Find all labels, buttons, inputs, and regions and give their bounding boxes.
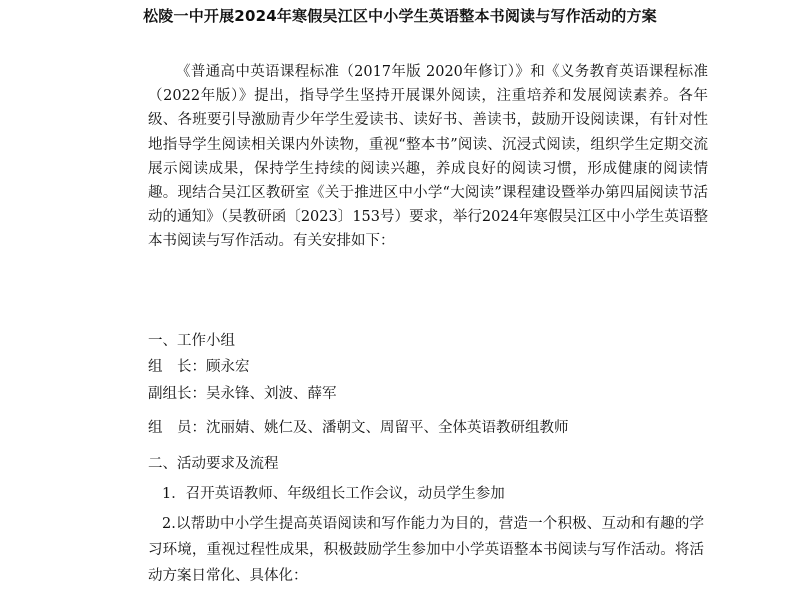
- intro-paragraph: 《普通高中英语课程标准（2017年版 2020年修订）》和《义务教育英语课程标准（2022年版）》提出，指导学生坚持开展课外阅读，注重培养和发展阅读素养。各年级、各班要引导激励青少年学生爱读书、读好书、善读书，鼓励开设阅读课，有针对性地指导学生阅读相关课内外读物，重视“整本书”阅读、沉浸式阅读，组织学生定期交流展示阅读成果，保持学生持续的阅读兴趣，养成良好的阅读习惯，形成健康的阅读情趣。现结合吴江区教研室《关于推进区中小学“大阅读”课程建设暨举办第四届阅读节活动的通知》（吴教研函〔2023〕153号）要求，举行2024年寒假吴江区中小学生英语整本书阅读与写作活动。有关安排如下：: [148, 64, 708, 250]
- section1-heading: 一、工作小组: [148, 333, 235, 349]
- list-item-2: 2.以帮助中小学生提高英语阅读和写作能力为目的，营造一个积极、互动和有趣的学习环境，重视过程性成果，积极鼓励学生参加中小学英语整本书阅读与写作活动。将活动方案日常化、具体化：: [148, 516, 704, 584]
- leader-label: 组 长：: [148, 359, 206, 375]
- list-item-1: 1．召开英语教师、年级组长工作会议，动员学生参加: [162, 486, 505, 502]
- members-value: 沈丽婧、姚仁及、潘朝文、周留平、全体英语教研组教师: [206, 420, 569, 436]
- document-title: 松陵一中开展2024年寒假吴江区中小学生英语整本书阅读与写作活动的方案: [143, 7, 657, 25]
- members-label: 组 员：: [148, 420, 206, 436]
- leader-row: [148, 356, 250, 378]
- deputy-value: 吴永锋、刘波、薛军: [206, 386, 337, 402]
- section2-heading: 二、活动要求及流程: [148, 456, 279, 472]
- deputy-label: 副组长：: [148, 386, 206, 402]
- members-row: [148, 417, 569, 439]
- deputy-row: [148, 383, 337, 405]
- leader-value: 顾永宏: [206, 359, 250, 375]
